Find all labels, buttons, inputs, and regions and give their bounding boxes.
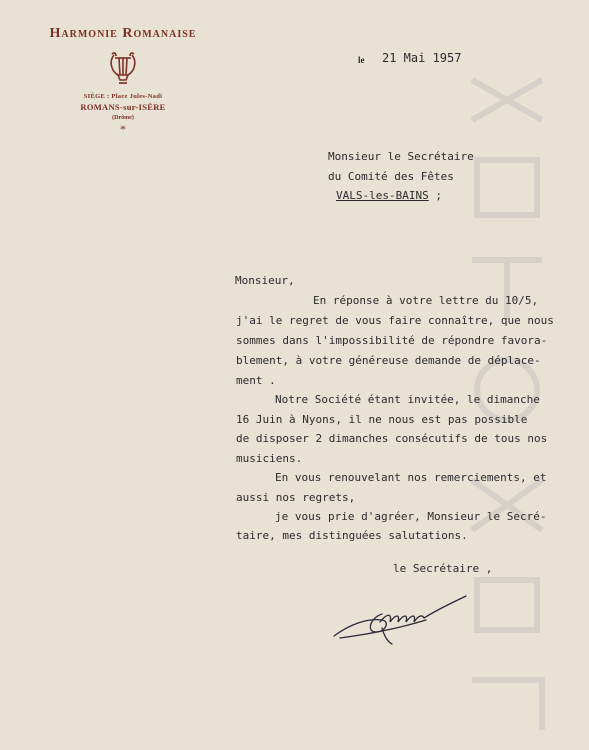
- recipient-line-2: du Comité des Fêtes: [328, 170, 454, 183]
- body-line: En vous renouvelant nos remerciements, et: [275, 471, 547, 484]
- body-line: taire, mes distinguées salutations.: [236, 529, 468, 542]
- letter-date: 21 Mai 1957: [382, 51, 462, 65]
- salutation: Monsieur,: [235, 274, 295, 287]
- body-line: aussi nos regrets,: [236, 491, 356, 504]
- body-line: de disposer 2 dimanches consécutifs de tous nos: [236, 432, 548, 445]
- body-line: 16 Juin à Nyons, il ne nous est pas possible: [236, 413, 528, 426]
- closing-title: le Secrétaire ,: [393, 562, 493, 575]
- handwritten-signature: [330, 588, 470, 648]
- lyre-icon: [107, 49, 139, 87]
- body-line: sommes dans l'impossibilité de répondre favora-: [236, 334, 548, 347]
- recipient-line-3-suffix: ;: [428, 189, 442, 202]
- recipient-city: VALS-les-BAINS: [336, 189, 429, 202]
- body-line: Notre Société étant invitée, le dimanche: [275, 393, 540, 406]
- town-name: ROMANS-sur-ISÈRE: [80, 102, 166, 112]
- letterhead: [34, 26, 212, 137]
- body-line: je vous prie d'agréer, Monsieur le Secré-: [275, 510, 547, 523]
- organization-name: Harmonie Romanaise: [49, 26, 197, 41]
- body-line: ment .: [236, 374, 276, 387]
- body-line: musiciens.: [236, 452, 303, 465]
- recipient-line-3: [336, 189, 442, 202]
- date-prefix: le: [358, 55, 365, 65]
- seat-address: SIÈGE : Place Jules-Nadi: [83, 93, 163, 100]
- body-line: j'ai le regret de vous faire connaître, que nous: [236, 314, 554, 327]
- department-name: (Drôme): [112, 115, 134, 121]
- ornament-asterisk: *: [120, 122, 126, 136]
- body-line: En réponse à votre lettre du 10/5,: [313, 294, 539, 307]
- body-line: blement, à votre généreuse demande de déplace-: [236, 354, 541, 367]
- recipient-line-1: Monsieur le Secrétaire: [328, 150, 474, 163]
